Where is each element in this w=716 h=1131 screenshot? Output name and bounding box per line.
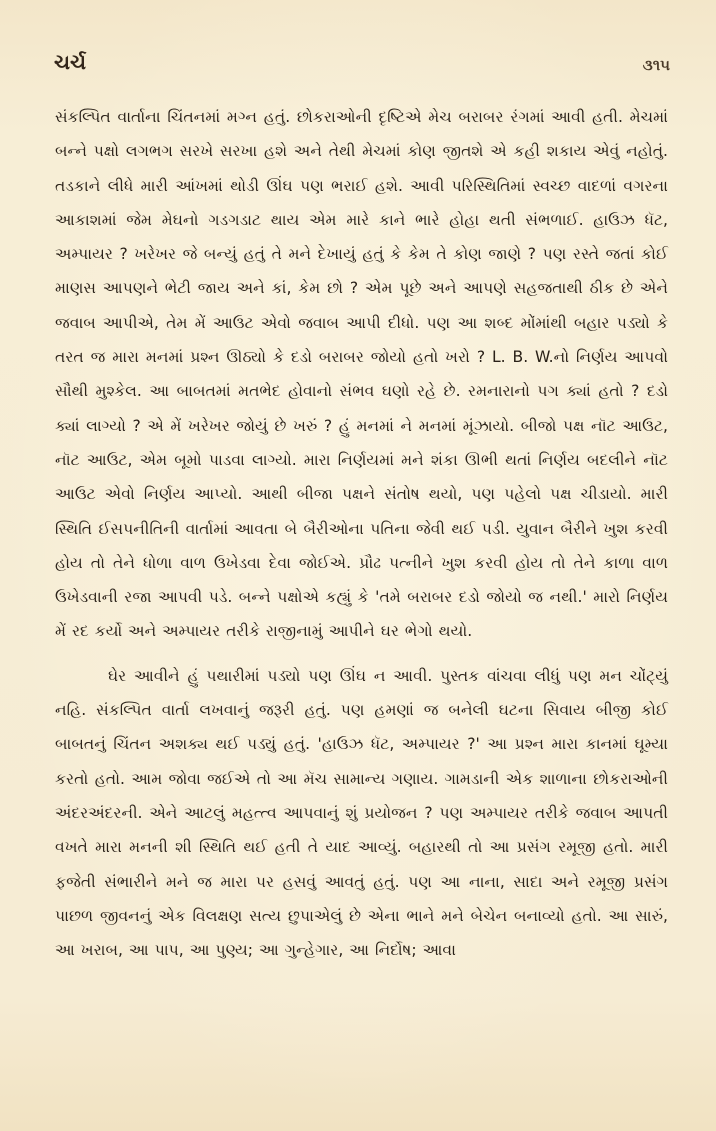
page-header: [54, 50, 670, 80]
body-text: [55, 100, 668, 1107]
paragraph-2: ઘેર આવીને હું પથારીમાં પડ્યો પણ ઊંઘ ન આવી. પુસ્તક વાંચવા લીધું પણ મન ચોંટ્યું નહિ. સંકલ્પિત વાર્તા લખવાનું જરૂરી હતું. પણ હમણાં જ બનેલી ઘટના સિવાય બીજી કોઈ બાબતનું ચિંતન અશક્ય થઈ પડ્યું હતું. 'હાઉઝ ધૅટ, અમ્પાયર ?' આ પ્રશ્ન મારા કાનમાં ઘૂમ્યા કરતો હતો. આમ જોવા જઈએ તો આ મૅચ સામાન્ય ગણાય. ગામડાની એક શાળાના છોકરાઓની અંદરઅંદરની. એને આટલું મહત્ત્વ આપવાનું શું પ્રયોજન ? પણ અમ્પાયર તરીકે જવાબ આપતી વખતે મારા મનની શી સ્થિતિ થઈ હતી તે યાદ આવ્યું. બહારથી તો આ પ્રસંગ રમૂજી હતો. મારી ફજેતી સંભારીને મને જ મારા પર હસવું આવતું હતું. પણ આ નાના, સાદા અને રમૂજી પ્રસંગ પાછળ જીવનનું એક વિલક્ષણ સત્ય છુપાએલું છે એના ભાને મને બેચેન બનાવ્યો હતો. આ સારું, આ ખરાબ, આ પાપ, આ પુણ્ય; આ ગુન્હેગાર, આ નિર્દોષ; આવા: [55, 666, 668, 960]
paragraph-1: સંકલ્પિત વાર્તાના ચિંતનમાં મગ્ન હતું. છોકરાઓની દૃષ્ટિએ મેચ બરાબર રંગમાં આવી હતી. મેચમાં બન્ને પક્ષો લગભગ સરખે સરખા હશે અને તેથી મેચમાં કોણ જીતશે એ કહી શકાય એવું નહોતું. તડકાને લીધે મારી આંખમાં થોડી ઊંઘ પણ ભરાઈ હશે. આવી પરિસ્થિતિમાં સ્વચ્છ વાદળાં વગરના આકાશમાં જેમ મેઘનો ગડગડાટ થાય એમ મારે કાને ભારે હોહા થતી સંભળાઈ. હાઉઝ ધૅટ, અમ્પાયર ? ખરેખર જે બન્યું હતું તે મને દેખાયું હતું કે કેમ તે કોણ જાણે ? પણ રસ્તે જતાં કોઈ માણસ આપણને ભેટી જાય અને કાં, કેમ છો ? એમ પૂછે અને આપણે સહજતાથી ઠીક છે એને જવાબ આપીએ, તેમ મેં આઉટ એવો જવાબ આપી દીધો. પણ આ શબ્દ મોંમાંથી બહાર પડ્યો કે તરત જ મારા મનમાં પ્રશ્ન ઊઠ્યો કે દડો બરાબર જોયો હતો ખરો ? L. B. W.નો નિર્ણય આપવો સૌથી મુશ્કેલ. આ બાબતમાં મતભેદ હોવાનો સંભવ ઘણો રહે છે. રમનારાનો પગ ક્યાં હતો ? દડો ક્યાં લાગ્યો ? એ મેં ખરેખર જોયું છે ખરું ? હું મનમાં ને મનમાં મૂંઝાયો. બીજો પક્ષ નૉટ આઉટ, નૉટ આઉટ, એમ બૂમો પાડવા લાગ્યો. મારા નિર્ણયમાં મને શંકા ઊભી થતાં નિર્ણય બદલીને નૉટ આઉટ એવો નિર્ણય આપ્યો. આથી બીજા પક્ષને સંતોષ થયો, પણ પહેલો પક્ષ ચીડાયો. મારી સ્થિતિ ઈસપનીતિની વાર્તામાં આવતા બે બૈરીઓના પતિના જેવી થઈ પડી. યુવાન બૈરીને ખુશ કરવી હોય તો તેને ધોળા વાળ ઉખેડવા દેવા જોઈએ. પ્રૌઢ પત્નીને ખુશ કરવી હોય તો તેને કાળા વાળ ઉખેડવાની રજા આપવી પડે. બન્ને પક્ષોએ કહ્યું કે 'તમે બરાબર દડો જોયો જ નથી.' મારો નિર્ણય મેં રદ કર્યો અને અમ્પાયર તરીકે રાજીનામું આપીને ઘર ભેગો થયો.: [55, 108, 668, 641]
running-head: ચર્ચ: [54, 50, 86, 74]
page-number: ૩૧૫: [642, 56, 670, 74]
